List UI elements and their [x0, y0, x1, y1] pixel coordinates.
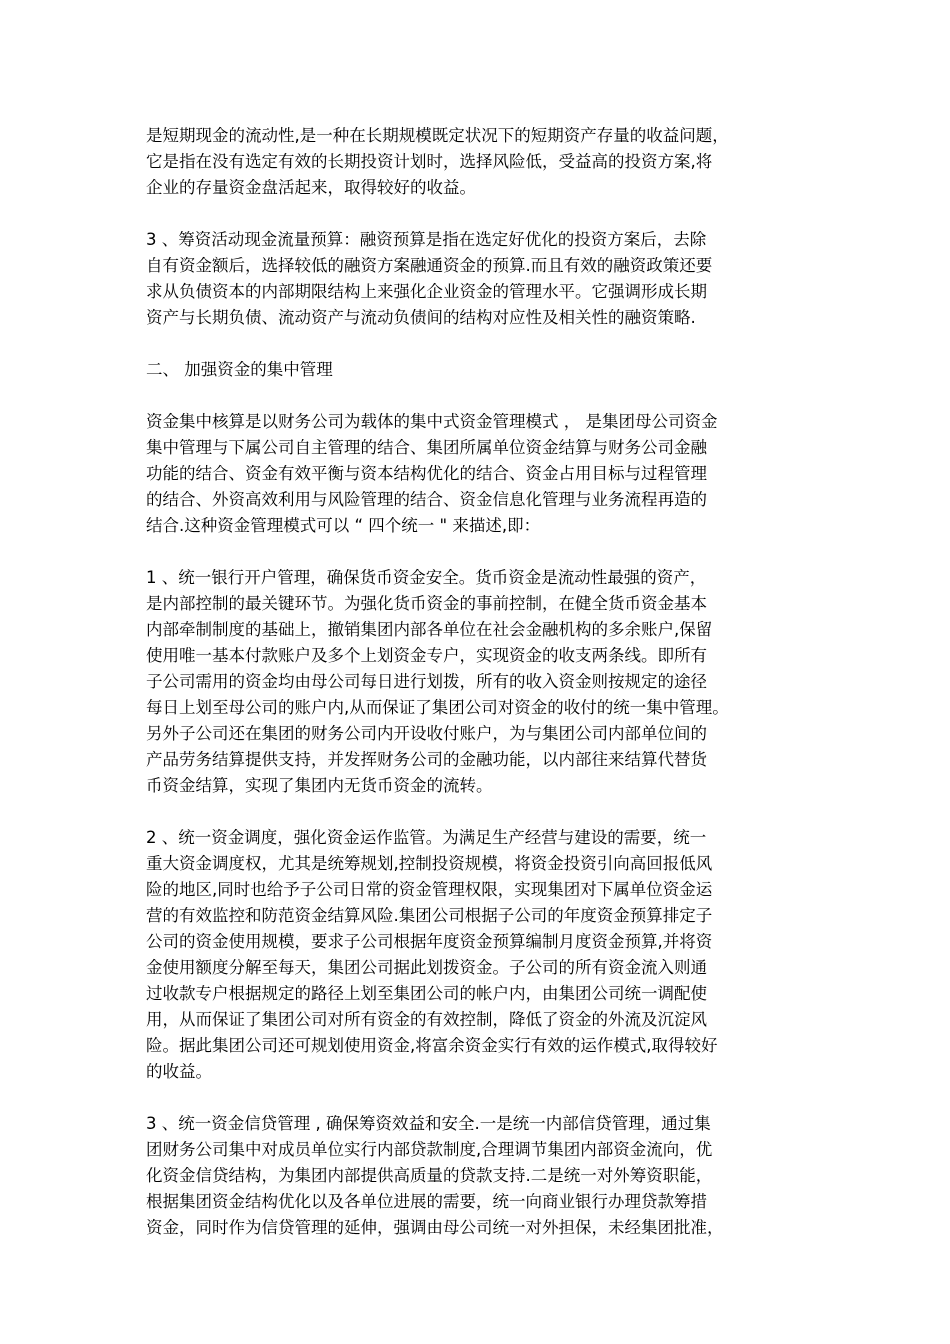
text-line: 化资金信贷结构，为集团内部提供高质量的贷款支持.二是统一对外筹资职能， — [146, 1166, 713, 1185]
text-line: 金使用额度分解至每天，集团公司据此划拨资金。子公司的所有资金流入则通 — [146, 958, 707, 977]
text-line: 子公司需用的资金均由母公司每日进行划拨，所有的收入资金则按规定的途径 — [146, 672, 707, 691]
paragraph — [146, 227, 816, 331]
text-line: 另外子公司还在集团的财务公司内开设收付账户，为与集团公司内部单位间的 — [146, 724, 707, 743]
text-line: 产品劳务结算提供支持，并发挥财务公司的金融功能，以内部往来结算代替货 — [146, 750, 707, 769]
text-line: 团财务公司集中对成员单位实行内部贷款制度,合理调节集团内部资金流向，优 — [146, 1140, 713, 1159]
text-line: 营的有效监控和防范资金结算风险.集团公司根据子公司的年度资金预算排定子 — [146, 906, 713, 925]
paragraph — [146, 825, 816, 1085]
text-line: 2 、统一资金调度，强化资金运作监管。为满足生产经营与建设的需要，统一 — [146, 828, 707, 847]
text-line: 的结合、外资高效利用与风险管理的结合、资金信息化管理与业务流程再造的 — [146, 490, 707, 509]
text-line: 使用唯一基本付款账户及多个上划资金专户，实现资金的收支两条线。即所有 — [146, 646, 707, 665]
text-line: 内部牵制制度的基础上，撤销集团内部各单位在社会金融机构的多余账户,保留 — [146, 620, 713, 639]
text-line: 结合.这种资金管理模式可以 “ 四个统一 " 来描述,即： — [146, 516, 541, 535]
text-line: 资产与长期负债、流动资产与流动负债间的结构对应性及相关性的融资策略. — [146, 308, 696, 327]
text-line: 根据集团资金结构优化以及各单位进展的需要，统一向商业银行办理贷款筹措 — [146, 1192, 707, 1211]
text-line: 币资金结算，实现了集团内无货币资金的流转。 — [146, 776, 493, 795]
text-line: 险的地区,同时也给予子公司日常的资金管理权限，实现集团对下属单位资金运 — [146, 880, 713, 899]
text-line: 险。据此集团公司还可规划使用资金,将富余资金实行有效的运作模式,取得较好 — [146, 1036, 718, 1055]
document-body — [146, 123, 816, 1267]
text-line: 用，从而保证了集团公司对所有资金的有效控制，降低了资金的外流及沉淀风 — [146, 1010, 707, 1029]
text-line: 二、 加强资金的集中管理 — [146, 360, 333, 379]
paragraph — [146, 123, 816, 201]
text-line: 3 、统一资金信贷管理 , 确保筹资效益和安全.一是统一内部信贷管理，通过集 — [146, 1114, 711, 1133]
text-line: 每日上划至母公司的账户内,从而保证了集团公司对资金的收付的统一集中管理。 — [146, 698, 729, 717]
text-line: 集中管理与下属公司自主管理的结合、集团所属单位资金结算与财务公司金融 — [146, 438, 707, 457]
text-line: 过收款专户根据规定的路径上划至集团公司的帐户内，由集团公司统一调配使 — [146, 984, 707, 1003]
text-line: 求从负债资本的内部期限结构上来强化企业资金的管理水平。它强调形成长期 — [146, 282, 707, 301]
text-line: 功能的结合、资金有效平衡与资本结构优化的结合、资金占用目标与过程管理 — [146, 464, 707, 483]
paragraph — [146, 565, 816, 799]
text-line: 1 、统一银行开户管理，确保货币资金安全。货币资金是流动性最强的资产， — [146, 568, 707, 587]
paragraph — [146, 357, 816, 383]
text-line: 3 、筹资活动现金流量预算：融资预算是指在选定好优化的投资方案后，去除 — [146, 230, 707, 249]
text-line: 自有资金额后，选择较低的融资方案融通资金的预算.而且有效的融资政策还要 — [146, 256, 713, 275]
paragraph — [146, 1111, 816, 1241]
text-line: 公司的资金使用规模，要求子公司根据年度资金预算编制月度资金预算,并将资 — [146, 932, 713, 951]
text-line: 资金集中核算是以财务公司为载体的集中式资金管理模式 ， 是集团母公司资金 — [146, 412, 718, 431]
text-line: 它是指在没有选定有效的长期投资计划时，选择风险低，受益高的投资方案,将 — [146, 152, 713, 171]
text-line: 重大资金调度权，尤其是统筹规划,控制投资规模，将资金投资引向高回报低风 — [146, 854, 713, 873]
text-line: 企业的存量资金盘活起来，取得较好的收益。 — [146, 178, 476, 197]
text-line: 资金，同时作为信贷管理的延伸，强调由母公司统一对外担保，未经集团批准， — [146, 1218, 724, 1237]
paragraph — [146, 409, 816, 539]
text-line: 是内部控制的最关键环节。为强化货币资金的事前控制，在健全货币资金基本 — [146, 594, 707, 613]
text-line: 是短期现金的流动性,是一种在长期规模既定状况下的短期资产存量的收益问题， — [146, 126, 729, 145]
text-line: 的收益。 — [146, 1062, 212, 1081]
